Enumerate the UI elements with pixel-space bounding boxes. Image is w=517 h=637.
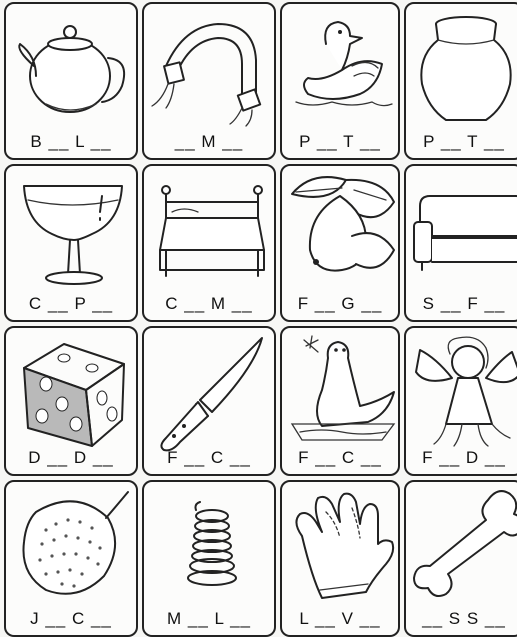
card-label: M __ L __ (167, 609, 251, 628)
seal-icon (282, 328, 400, 452)
card-sofa (404, 164, 517, 322)
goblet-icon (6, 166, 138, 296)
vase-icon (406, 4, 517, 134)
card-label: P __ T __ (299, 132, 381, 151)
card-bone (404, 480, 517, 637)
card-label: F __ G __ (297, 294, 383, 313)
card-teapot (4, 2, 138, 160)
card-label: F __ C __ (167, 448, 251, 467)
card-bed (142, 164, 276, 322)
dice-icon (6, 328, 138, 452)
card-knife (142, 326, 276, 476)
glove-icon (282, 482, 400, 610)
card-label: F __ D __ (422, 448, 506, 467)
bed-icon (144, 166, 276, 296)
card-label: C __ M __ (165, 294, 253, 313)
card-label: P __ T __ (423, 132, 505, 151)
card-label: S __ F __ (422, 294, 506, 313)
card-duck (280, 2, 400, 160)
duck-icon (282, 4, 400, 134)
card-label: J __ C __ (30, 609, 112, 628)
card-spring (142, 480, 276, 637)
knife-icon (144, 328, 276, 452)
card-label: D __ D __ (28, 448, 114, 467)
bone-icon (406, 482, 517, 610)
card-label: L __ V __ (299, 609, 381, 628)
card-label: B __ L __ (30, 132, 112, 151)
card-glove (280, 480, 400, 637)
card-label: __ M __ (174, 132, 244, 151)
fig-icon (282, 166, 400, 296)
card-seal (280, 326, 400, 476)
fairy-icon (406, 328, 517, 452)
card-fairy (404, 326, 517, 476)
card-label: F __ C __ (298, 448, 382, 467)
card-label: __ S S __ (422, 609, 506, 628)
card-jackfruit (4, 480, 138, 637)
scarf-icon (144, 4, 276, 134)
spring-icon (144, 482, 276, 610)
sofa-icon (406, 166, 517, 296)
card-dice (4, 326, 138, 476)
teapot-icon (6, 4, 138, 134)
card-fig (280, 164, 400, 322)
card-scarf (142, 2, 276, 160)
card-goblet (4, 164, 138, 322)
card-label: C __ P __ (28, 294, 114, 313)
jackfruit-icon (6, 482, 138, 610)
card-vase (404, 2, 517, 160)
